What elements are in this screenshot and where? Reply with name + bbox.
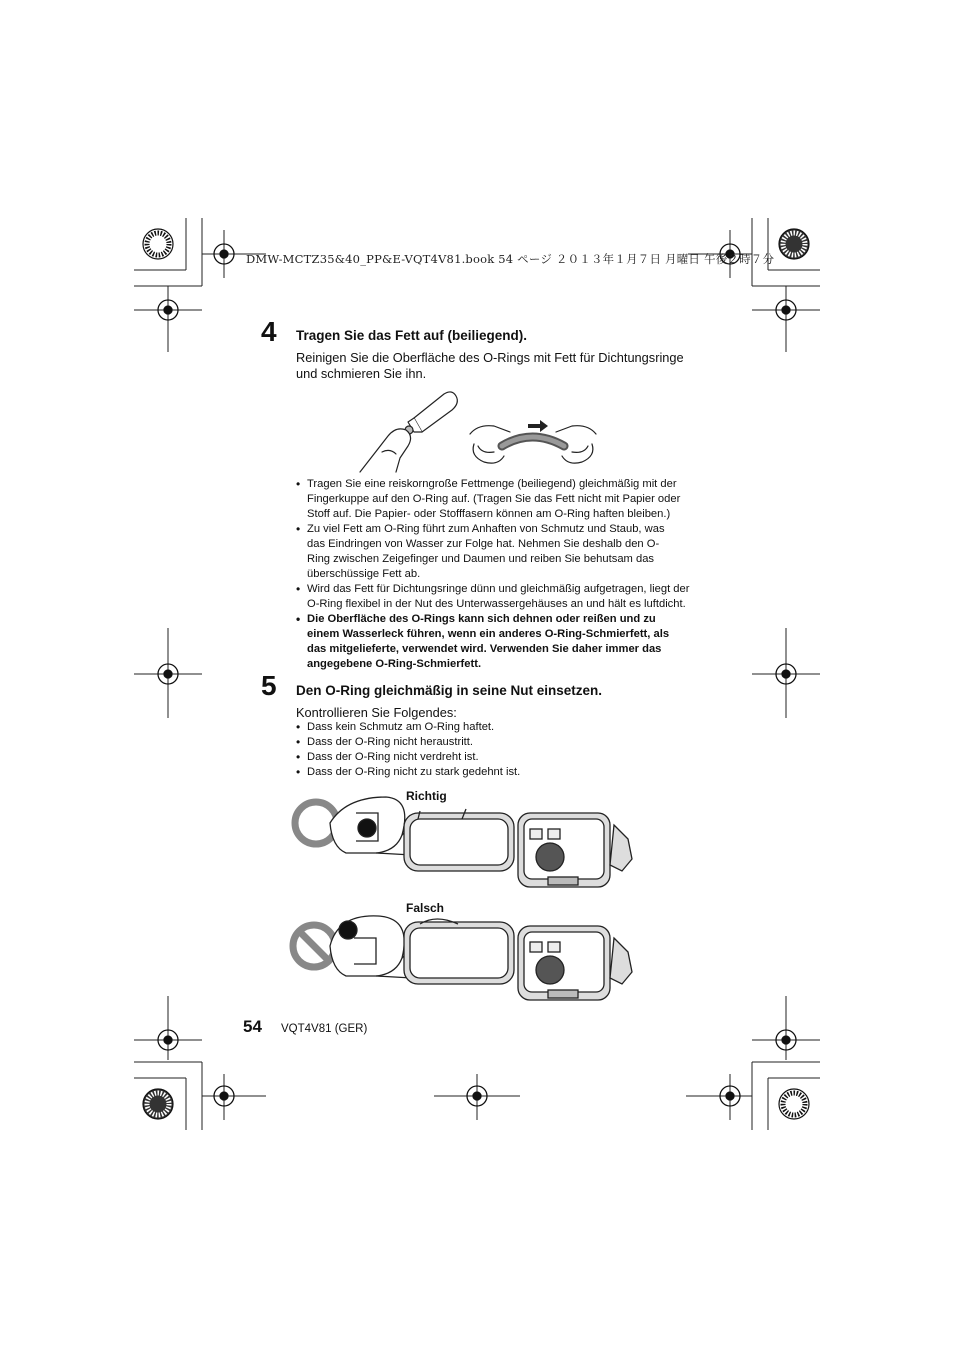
step-5-title: Den O-Ring gleichmäßig in seine Nut einsetzen. <box>296 683 603 698</box>
wrong-oring-illustration <box>286 908 646 1008</box>
list-item: • Wird das Fett für Dichtungsringe dünn und gleichmäßig aufgetragen, liegt der O-Ring flexibel in der Nut des Unterwassergehäuses an und hält es luftdicht. <box>296 582 706 612</box>
step-4-bullets <box>296 477 706 672</box>
step-4-intro: Reinigen Sie die Oberfläche des O-Rings mit Fett für Dichtungsringe und schmieren Sie ihn. <box>296 350 684 381</box>
list-item: • Dass der O-Ring nicht verdreht ist. <box>296 750 706 765</box>
list-item: • Dass der O-Ring nicht zu stark gedehnt ist. <box>296 765 706 780</box>
step-5-bullets <box>296 720 706 780</box>
correct-label: Richtig <box>406 789 447 803</box>
prohibited-icon <box>293 925 335 967</box>
page-number: 54 <box>243 1017 262 1036</box>
step-4-title: Tragen Sie das Fett auf (beiliegend). <box>296 328 528 343</box>
print-header: DMW-MCTZ35&40_PP&E-VQT4V81.book 54 ページ ２０１３年１月７日 月曜日 午後２時７分 <box>246 252 775 266</box>
step-5-number: 5 <box>261 670 277 701</box>
step-5-intro: Kontrollieren Sie Folgendes: <box>296 705 457 720</box>
list-item: • Zu viel Fett am O-Ring führt zum Anhaften von Schmutz und Staub, was das Eindringen von Wasser zur Folge hat. Nehmen Sie deshalb den O- Ring zwischen Zeigefinger und Daumen und reiben Sie behutsam das überschüssige Fett ab. <box>296 522 706 582</box>
correct-oring-illustration <box>286 795 646 895</box>
step-4-number: 4 <box>261 316 277 347</box>
list-item: • Dass kein Schmutz am O-Ring haftet. <box>296 720 706 735</box>
document-code: VQT4V81 (GER) <box>281 1023 368 1035</box>
grease-application-illustration <box>352 386 602 476</box>
list-item: • Tragen Sie eine reiskorngroße Fettmenge (beiliegend) gleichmäßig mit der Fingerkuppe auf den O-Ring auf. (Tragen Sie das Fett nicht mit Papier oder Stoff auf. Die Papier- oder Stofffasern können am O-Ring haften bleiben.) <box>296 477 706 522</box>
list-item: • Dass der O-Ring nicht heraustritt. <box>296 735 706 750</box>
wrong-label: Falsch <box>406 901 445 915</box>
list-item-warning: • Die Oberfläche des O-Rings kann sich dehnen oder reißen und zu einem Wasserleck führen, wenn ein anderes O-Ring-Schmierfett, als das mitgelieferte, verwendet wird. Verwenden Sie daher immer das angegebene O-Ring-Schmierfett. <box>296 612 706 672</box>
